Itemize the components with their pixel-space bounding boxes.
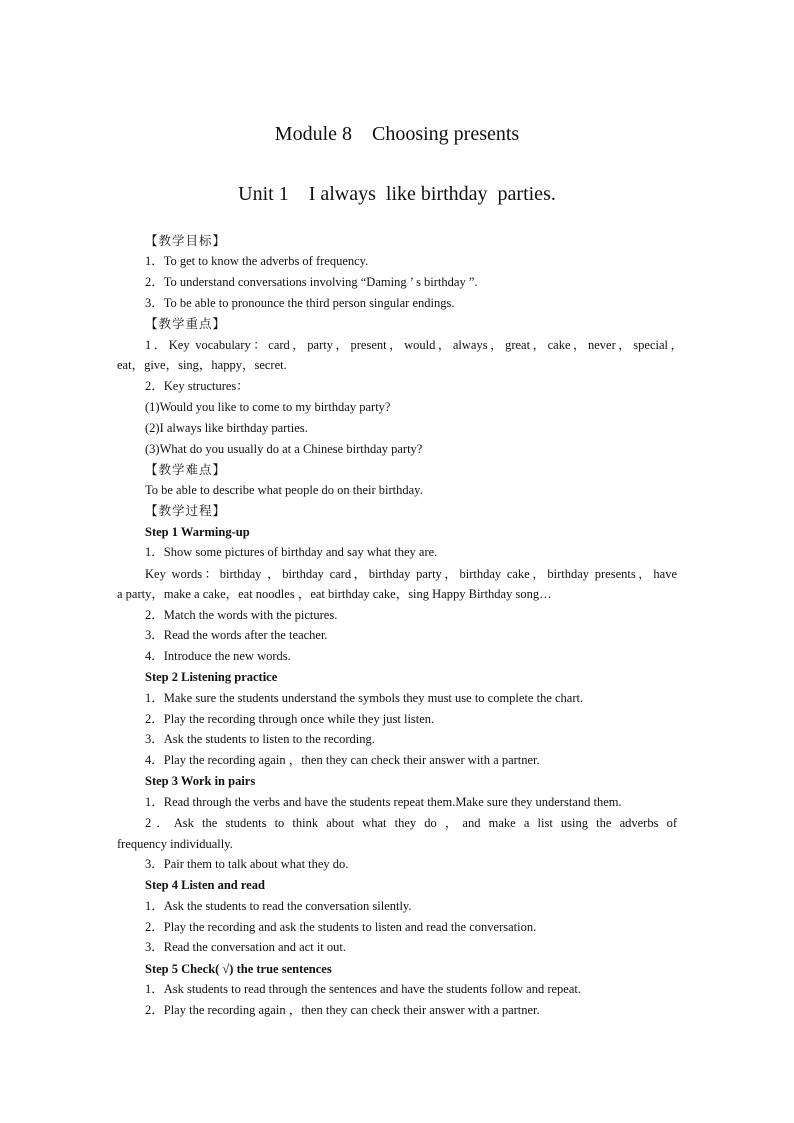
- step-item: 1．Read through the verbs and have the students repeat them.Make sure they understand them.: [145, 795, 622, 809]
- step-heading: Step 4 Listen and read: [145, 878, 265, 892]
- step-item: 3．Read the words after the teacher.: [145, 628, 328, 642]
- step-heading: Step 3 Work in pairs: [145, 774, 256, 788]
- step-item-continued: a party，make a cake，eat noodles ，eat birthday cake，sing Happy Birthday song…: [117, 587, 552, 601]
- section-heading-key-points: 【教学重点】: [145, 317, 227, 331]
- step-item: 2．Play the recording through once while they just listen.: [145, 712, 435, 726]
- step-item: 3．Ask the students to listen to the recording.: [145, 732, 375, 746]
- unit-title: Unit 1 I always like birthday parties.: [238, 183, 556, 205]
- step-item: 1．Ask students to read through the sentences and have the students follow and repeat.: [145, 982, 581, 996]
- step-item: 4．Play the recording again ，then they can check their answer with a partner.: [145, 753, 540, 767]
- key-structure-item: (2)I always like birthday parties.: [145, 421, 308, 435]
- key-vocabulary-line-continued: eat，give，sing，happy，secret.: [117, 358, 287, 372]
- step-item-continued: frequency individually.: [117, 837, 233, 851]
- step-item: 2．Match the words with the pictures.: [145, 608, 338, 622]
- step-heading: Step 1 Warming-up: [145, 525, 250, 539]
- objective-item: 3．To be able to pronounce the third person singular endings.: [145, 296, 455, 310]
- step-item: Key words：birthday ，birthday card，birthday party，birthday cake，birthday presents，have: [145, 567, 677, 581]
- difficulty-text: To be able to describe what people do on their birthday.: [145, 483, 423, 497]
- section-heading-objectives: 【教学目标】: [145, 234, 227, 248]
- step-item: 2．Ask the students to think about what they do ，and make a list using the adverbs of: [145, 816, 677, 830]
- step-item: 3．Read the conversation and act it out.: [145, 940, 346, 954]
- section-heading-process: 【教学过程】: [145, 504, 227, 518]
- module-title: Module 8 Choosing presents: [274, 123, 520, 145]
- step-item: 3．Pair them to talk about what they do.: [145, 857, 349, 871]
- step-heading: Step 5 Check( √) the true sentences: [145, 962, 332, 976]
- objective-item: 2．To understand conversations involving “Daming ’ s birthday ”.: [145, 275, 478, 289]
- step-item: 1．Show some pictures of birthday and say what they are.: [145, 545, 438, 559]
- key-vocabulary-line: 1．Key vocabulary：card，party，present，would，always，great，cake，never，special，: [145, 338, 683, 352]
- section-heading-difficulties: 【教学难点】: [145, 463, 227, 477]
- key-structures-label: 2．Key structures：: [145, 379, 249, 393]
- key-structure-item: (1)Would you like to come to my birthday party?: [145, 400, 391, 414]
- step-item: 4．Introduce the new words.: [145, 649, 291, 663]
- step-item: 2．Play the recording again ，then they can check their answer with a partner.: [145, 1003, 540, 1017]
- key-structure-item: (3)What do you usually do at a Chinese birthday party?: [145, 442, 423, 456]
- step-item: 2．Play the recording and ask the students to listen and read the conversation.: [145, 920, 537, 934]
- step-heading: Step 2 Listening practice: [145, 670, 278, 684]
- step-item: 1．Make sure the students understand the symbols they must use to complete the chart.: [145, 691, 584, 705]
- objective-item: 1．To get to know the adverbs of frequency.: [145, 254, 369, 268]
- step-item: 1．Ask the students to read the conversation silently.: [145, 899, 412, 913]
